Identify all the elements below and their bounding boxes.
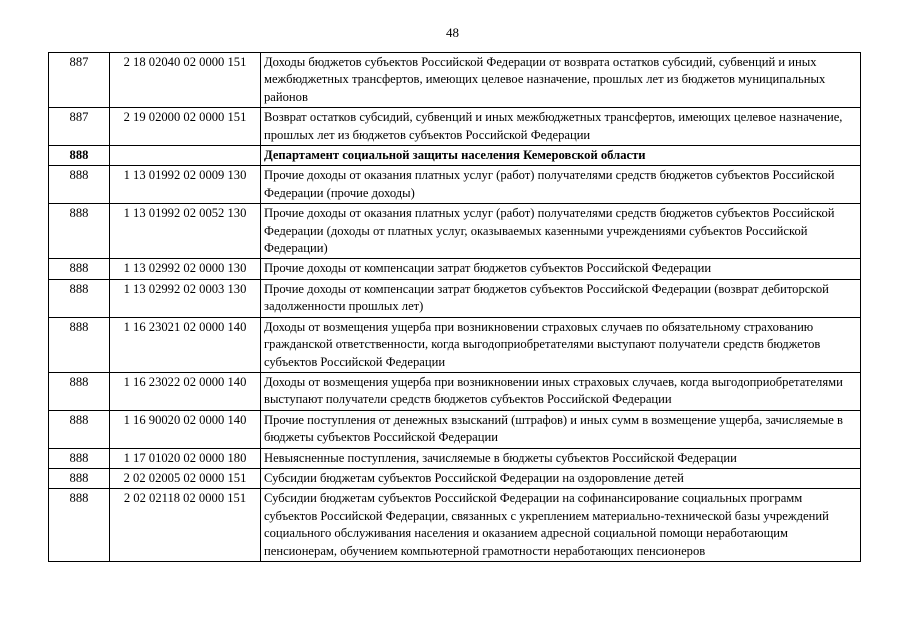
table-row [49,279,861,317]
table-row [49,489,861,562]
revenue-name-cell: Прочие доходы от компенсации затрат бюджетов субъектов Российской Федерации [261,259,861,279]
revenue-name-cell: Возврат остатков субсидий, субвенций и иных межбюджетных трансфертов, имеющих целевое назначение, прошлых лет из бюджетов субъектов Российской Федерации [261,108,861,146]
admin-code-cell: 888 [49,146,110,166]
kbk-code-cell: 2 02 02005 02 0000 151 [110,468,261,488]
admin-code-cell: 888 [49,448,110,468]
kbk-code-cell: 2 19 02000 02 0000 151 [110,108,261,146]
admin-code-cell: 888 [49,489,110,562]
revenue-codes-table [48,52,861,562]
admin-code-cell: 888 [49,317,110,372]
kbk-code-cell: 1 13 02992 02 0000 130 [110,259,261,279]
kbk-code-cell: 1 17 01020 02 0000 180 [110,448,261,468]
admin-code-cell: 888 [49,372,110,410]
kbk-code-cell: 1 13 01992 02 0052 130 [110,204,261,259]
revenue-name-cell: Доходы бюджетов субъектов Российской Федерации от возврата остатков субсидий, субвенций и иных межбюджетных трансфертов, имеющих целевое назначение, прошлых лет из бюджетов муниципальных районов [261,53,861,108]
revenue-name-cell: Доходы от возмещения ущерба при возникновении иных страховых случаев, когда выгодоприобретателями выступают получатели средств бюджетов субъектов Российской Федерации [261,372,861,410]
admin-code-cell: 887 [49,53,110,108]
admin-code-cell: 888 [49,204,110,259]
revenue-name-cell: Прочие доходы от оказания платных услуг (работ) получателями средств бюджетов субъектов Российской Федерации (доходы от платных услуг, оказываемых казенными учреждениями субъектов Российской Федерации) [261,204,861,259]
table-row [49,372,861,410]
revenue-name-cell: Доходы от возмещения ущерба при возникновении страховых случаев по обязательному страхованию гражданской ответственности, когда выгодоприобретателями выступают получатели средств бюджетов субъектов Российской Федерации [261,317,861,372]
admin-code-cell: 888 [49,468,110,488]
page-number: 48 [446,25,459,40]
table-body [49,53,861,562]
kbk-code-cell [110,146,261,166]
table-row [49,204,861,259]
kbk-code-cell: 1 16 90020 02 0000 140 [110,410,261,448]
kbk-code-cell: 2 18 02040 02 0000 151 [110,53,261,108]
department-header-row [49,146,861,166]
kbk-code-cell: 1 13 02992 02 0003 130 [110,279,261,317]
admin-code-cell: 888 [49,259,110,279]
revenue-name-cell: Прочие доходы от компенсации затрат бюджетов субъектов Российской Федерации (возврат дебиторской задолженности прошлых лет) [261,279,861,317]
admin-code-cell: 888 [49,166,110,204]
admin-code-cell: 887 [49,108,110,146]
kbk-code-cell: 1 16 23022 02 0000 140 [110,372,261,410]
table-row [49,259,861,279]
admin-code-cell: 888 [49,279,110,317]
table-row [49,53,861,108]
revenue-name-cell: Невыясненные поступления, зачисляемые в бюджеты субъектов Российской Федерации [261,448,861,468]
table-row [49,468,861,488]
kbk-code-cell: 1 13 01992 02 0009 130 [110,166,261,204]
table-row [49,410,861,448]
revenue-name-cell: Прочие доходы от оказания платных услуг (работ) получателями средств бюджетов субъектов Российской Федерации (прочие доходы) [261,166,861,204]
revenue-name-cell: Субсидии бюджетам субъектов Российской Федерации на оздоровление детей [261,468,861,488]
revenue-name-cell: Прочие поступления от денежных взысканий (штрафов) и иных сумм в возмещение ущерба, зачисляемые в бюджеты субъектов Российской Федерации [261,410,861,448]
table-row [49,317,861,372]
kbk-code-cell: 2 02 02118 02 0000 151 [110,489,261,562]
table-row [49,166,861,204]
department-name-cell: Департамент социальной защиты населения Кемеровской области [261,146,861,166]
table-row [49,108,861,146]
table-row [49,448,861,468]
revenue-name-cell: Субсидии бюджетам субъектов Российской Федерации на софинансирование социальных программ субъектов Российской Федерации, связанных с укреплением материально-технической базы учреждений социального обслуживания населения и оказанием адресной социальной помощи неработающим пенсионерам, обучением компьютерной грамотности неработающих пенсионеров [261,489,861,562]
kbk-code-cell: 1 16 23021 02 0000 140 [110,317,261,372]
admin-code-cell: 888 [49,410,110,448]
